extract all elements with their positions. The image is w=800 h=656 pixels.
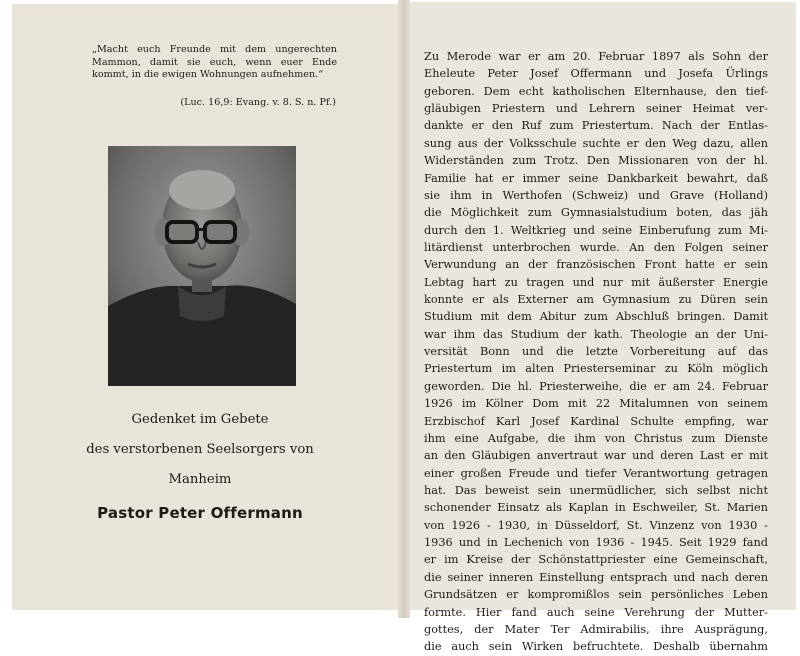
biography-line: konnte er als Externer am Gymnasium zu Düren sein: [424, 293, 768, 307]
biography-line: Studium mit dem Abitur zum Abschluß bringen. Damit: [424, 310, 768, 324]
biography-line: durch den 1. Weltkrieg und seine Einberufung zum Mi-: [424, 223, 768, 237]
scripture-quote: „Macht euch Freunde mit dem ungerechten Mammon, damit sie euch, wenn euer Ende kommt, in die ewigen Wohnungen aufnehmen.“: [92, 44, 337, 81]
biography-line: Eheleute Peter Josef Offermann und Josefa Ürlings: [424, 67, 768, 81]
scripture-reference: (Luc. 16,9: Evang. v. 8. S. n. Pf.): [180, 97, 336, 108]
biography-line: Grundsätzen er kompromißlos sein persönliches Leben: [424, 588, 768, 602]
biography-line: ihm eine Aufgabe, die ihm von Christus zum Dienste: [424, 431, 768, 445]
biography-line: war ihm das Studium der kath. Theologie an der Uni-: [424, 327, 768, 341]
biography-line: litärdienst unterbrochen wurde. An den Folgen seiner: [424, 240, 768, 254]
biography-line: hat. Das beweist sein unermüdlicher, sich selbst nicht: [424, 483, 768, 497]
biography-line: Zu Merode war er am 20. Februar 1897 als Sohn der: [424, 50, 768, 63]
biography-text: [424, 48, 768, 656]
biography-line: schonender Einsatz als Kaplan in Eschweiler, St. Marien: [424, 501, 768, 515]
biography-line: gläubigen Priestern und Lehrern seiner Heimat ver-: [424, 102, 768, 116]
biography-line: Verwundung an der französischen Front hatte er sein: [424, 258, 768, 272]
biography-line: Familie hat er immer seine Dankbarkeit bewahrt, daß: [424, 171, 768, 185]
biography-line: geboren. Dem echt katholischen Elternhause, den tief-: [424, 84, 768, 98]
deceased-name: Pastor Peter Offermann: [97, 504, 303, 522]
biography-line: versität Bonn und die letzte Vorbereitung auf das: [424, 345, 768, 359]
biography-line: die Möglichkeit zum Gymnasialstudium boten, das jäh: [424, 206, 768, 220]
biography-line: 1936 und in Lechenich von 1936 - 1945. Seit 1929 fand: [424, 536, 768, 550]
biography-line: an den Gläubigen anvertraut war und deren Last er mit: [424, 449, 768, 463]
biography-line: formte. Hier fand auch seine Verehrung der Mutter-: [424, 605, 768, 619]
biography-line: sung aus der Volksschule suchte er den Weg dazu, allen: [424, 136, 768, 150]
biography-line: gottes, der Mater Ter Admirabilis, ihre Ausprägung,: [424, 622, 768, 636]
prayer-line: Gedenket im Gebete: [131, 412, 269, 427]
portrait-photo: [108, 146, 296, 386]
biography-line: 1926 im Kölner Dom mit 22 Mitalumnen von seinem: [424, 397, 768, 411]
prayer-line: Manheim: [168, 472, 232, 487]
page-fold: [398, 0, 410, 618]
biography-line: sie ihm in Werthofen (Schweiz) und Grave (Holland): [424, 188, 768, 202]
biography-line: die auch sein Wirken befruchtete. Deshalb übernahm: [424, 640, 768, 654]
biography-line: Lebtag hart zu tragen und nur mit äußerster Energie: [424, 275, 768, 289]
biography-line: die seiner inneren Einstellung entsprach und nach deren: [424, 570, 768, 584]
biography-line: einer großen Freude und tiefer Verantwortung getragen: [424, 466, 768, 480]
biography-line: geworden. Die hl. Priesterweihe, die er am 24. Februar: [424, 379, 768, 393]
biography-line: Widerständen zum Trotz. Den Missionaren von der hl.: [424, 154, 768, 168]
biography-line: dankte er den Ruf zum Priestertum. Nach der Entlas-: [424, 119, 768, 133]
biography-line: Erzbischof Karl Josef Kardinal Schulte empfing, war: [424, 414, 768, 428]
biography-line: von 1926 - 1930, in Düsseldorf, St. Vinzenz von 1930 -: [424, 518, 768, 532]
biography-line: er im Kreise der Schönstattpriester eine Gemeinschaft,: [424, 553, 768, 567]
biography-line: Priestertum im alten Priesterseminar zu Köln möglich: [424, 362, 768, 376]
prayer-line: des verstorbenen Seelsorgers von: [86, 442, 314, 457]
